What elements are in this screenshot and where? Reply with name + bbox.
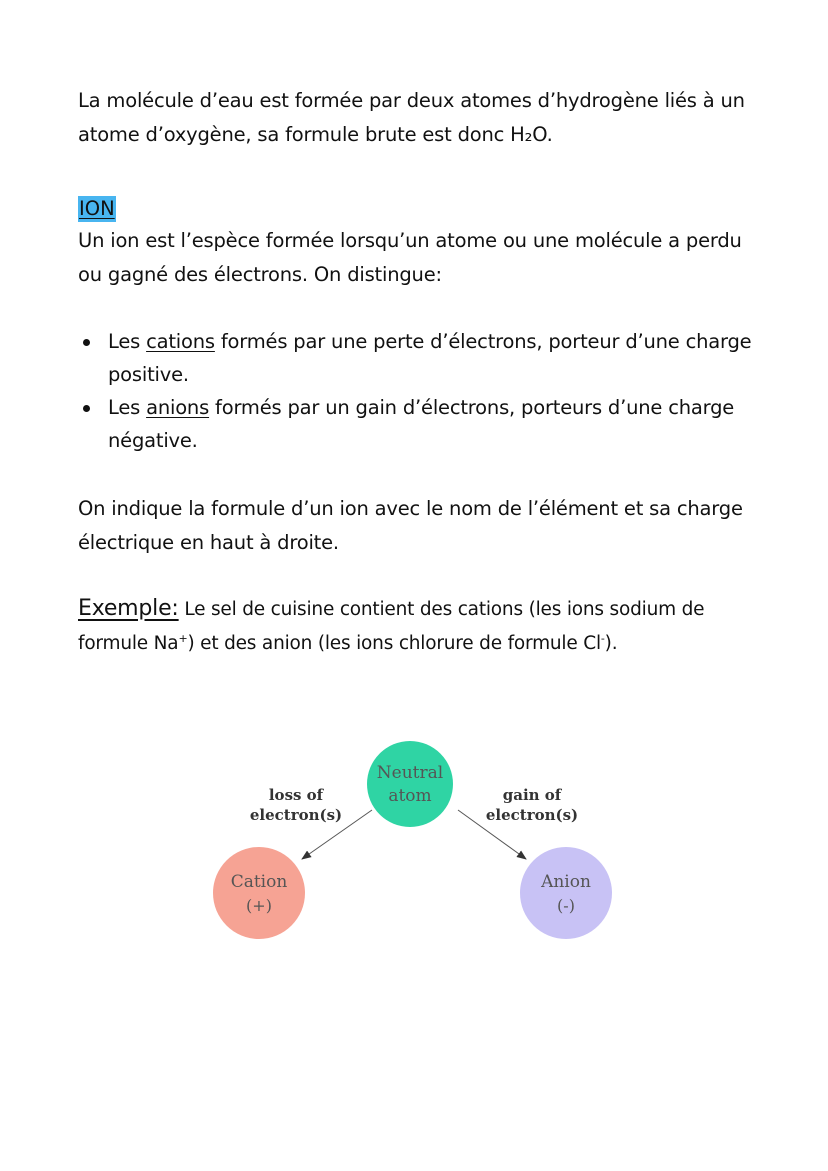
- term-cations: cations: [146, 330, 215, 353]
- loss-label-2: electron(s): [249, 806, 343, 824]
- sodium-charge: +: [178, 631, 188, 645]
- list-item-cations: Les cations formés par une perte d’électrons, porteur d’une charge positive.: [78, 325, 758, 391]
- anion-label-1: Anion: [541, 872, 591, 892]
- gain-label-2: electron(s): [485, 806, 579, 824]
- cation-label-1: Cation: [230, 872, 288, 892]
- cation-label-2: (+): [246, 896, 272, 915]
- neutral-atom-circle: [367, 741, 453, 827]
- ion-formula-paragraph: On indique la formule d’un ion avec le nom de l’élément et sa charge électrique en haut à droite.: [78, 497, 743, 554]
- anion-circle: [520, 847, 612, 939]
- loss-label-1: loss of: [268, 786, 324, 804]
- ion-types-list: [78, 325, 758, 457]
- water-molecule-paragraph: La molécule d’eau est formée par deux atomes d’hydrogène liés à un atome d’oxygène, sa formule brute est donc H₂O.: [78, 89, 745, 146]
- bullet-dot-icon: [83, 405, 90, 412]
- anion-label-2: (-): [557, 896, 575, 915]
- section-heading-ion: ION: [79, 197, 115, 220]
- list-item-anions: Les anions formés par un gain d’électrons, porteurs d’une charge négative.: [78, 391, 758, 457]
- term-anions: anions: [146, 396, 210, 419]
- chloride-charge: -: [600, 631, 605, 645]
- example-label: Exemple:: [78, 596, 179, 621]
- bullet-dot-icon: [83, 339, 90, 346]
- neutral-atom-label-2: atom: [388, 786, 432, 806]
- example-paragraph: Exemple: Le sel de cuisine contient des cations (les ions sodium de formule Na+) et des anion (les ions chlorure de formule Cl-).: [78, 596, 705, 654]
- ion-definition-paragraph: Un ion est l’espèce formée lorsqu’un atome ou une molécule a perdu ou gagné des électrons. On distingue:: [78, 229, 742, 286]
- ion-formation-diagram: [200, 725, 640, 955]
- gain-label-1: gain of: [502, 786, 562, 804]
- cation-circle: [213, 847, 305, 939]
- neutral-atom-label-1: Neutral: [376, 763, 444, 783]
